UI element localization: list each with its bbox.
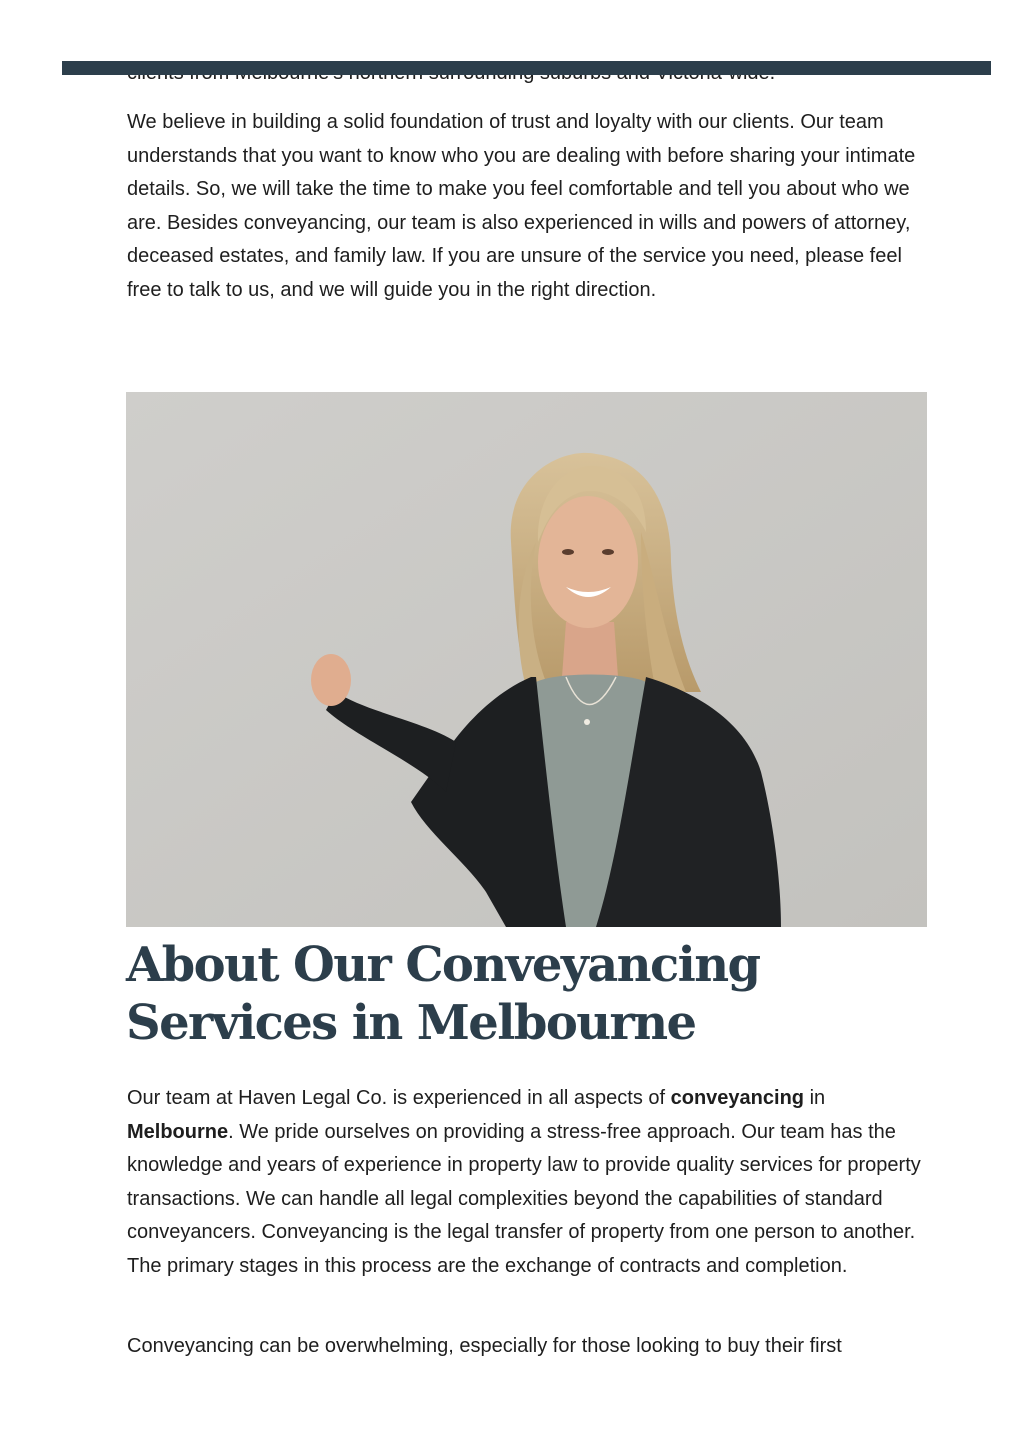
- about-text-part: Our team at Haven Legal Co. is experienced in all aspects of: [127, 1087, 671, 1109]
- team-member-photo: [126, 392, 927, 927]
- about-heading: About Our Conveyancing Services in Melbourne: [126, 937, 760, 1051]
- portrait-illustration: [126, 392, 927, 927]
- header-bar: [62, 61, 991, 75]
- intro-paragraph: We believe in building a solid foundation of trust and loyalty with our clients. Our team understands that you want to know who you are dealing with before sharing your intimate details. So, we will take the time to make you feel comfortable and tell you about who we are. Besides conveyancing, our team is also experienced in wills and powers of attorney, deceased estates, and family law. If you are unsure of the service you need, please feel free to talk to us, and we will guide you in the right direction.: [127, 111, 916, 301]
- about-text-part: . We pride ourselves on providing a stress-free approach. Our team has the knowledge and years of experience in property law to provide quality services for property transactions. We can handle all legal complexities beyond the capabilities of standard conveyancers. Conveyancing is the legal transfer of property from one person to another. The primary stages in this process are the exchange of contracts and completion.: [127, 1120, 921, 1277]
- about-paragraph-1: [127, 1082, 927, 1284]
- keyword-melbourne: Melbourne: [127, 1120, 229, 1143]
- about-paragraph-2: Conveyancing can be overwhelming, especially for those looking to buy their first: [127, 1335, 842, 1357]
- about-text-part: in: [804, 1087, 826, 1109]
- keyword-conveyancing: conveyancing: [670, 1087, 805, 1109]
